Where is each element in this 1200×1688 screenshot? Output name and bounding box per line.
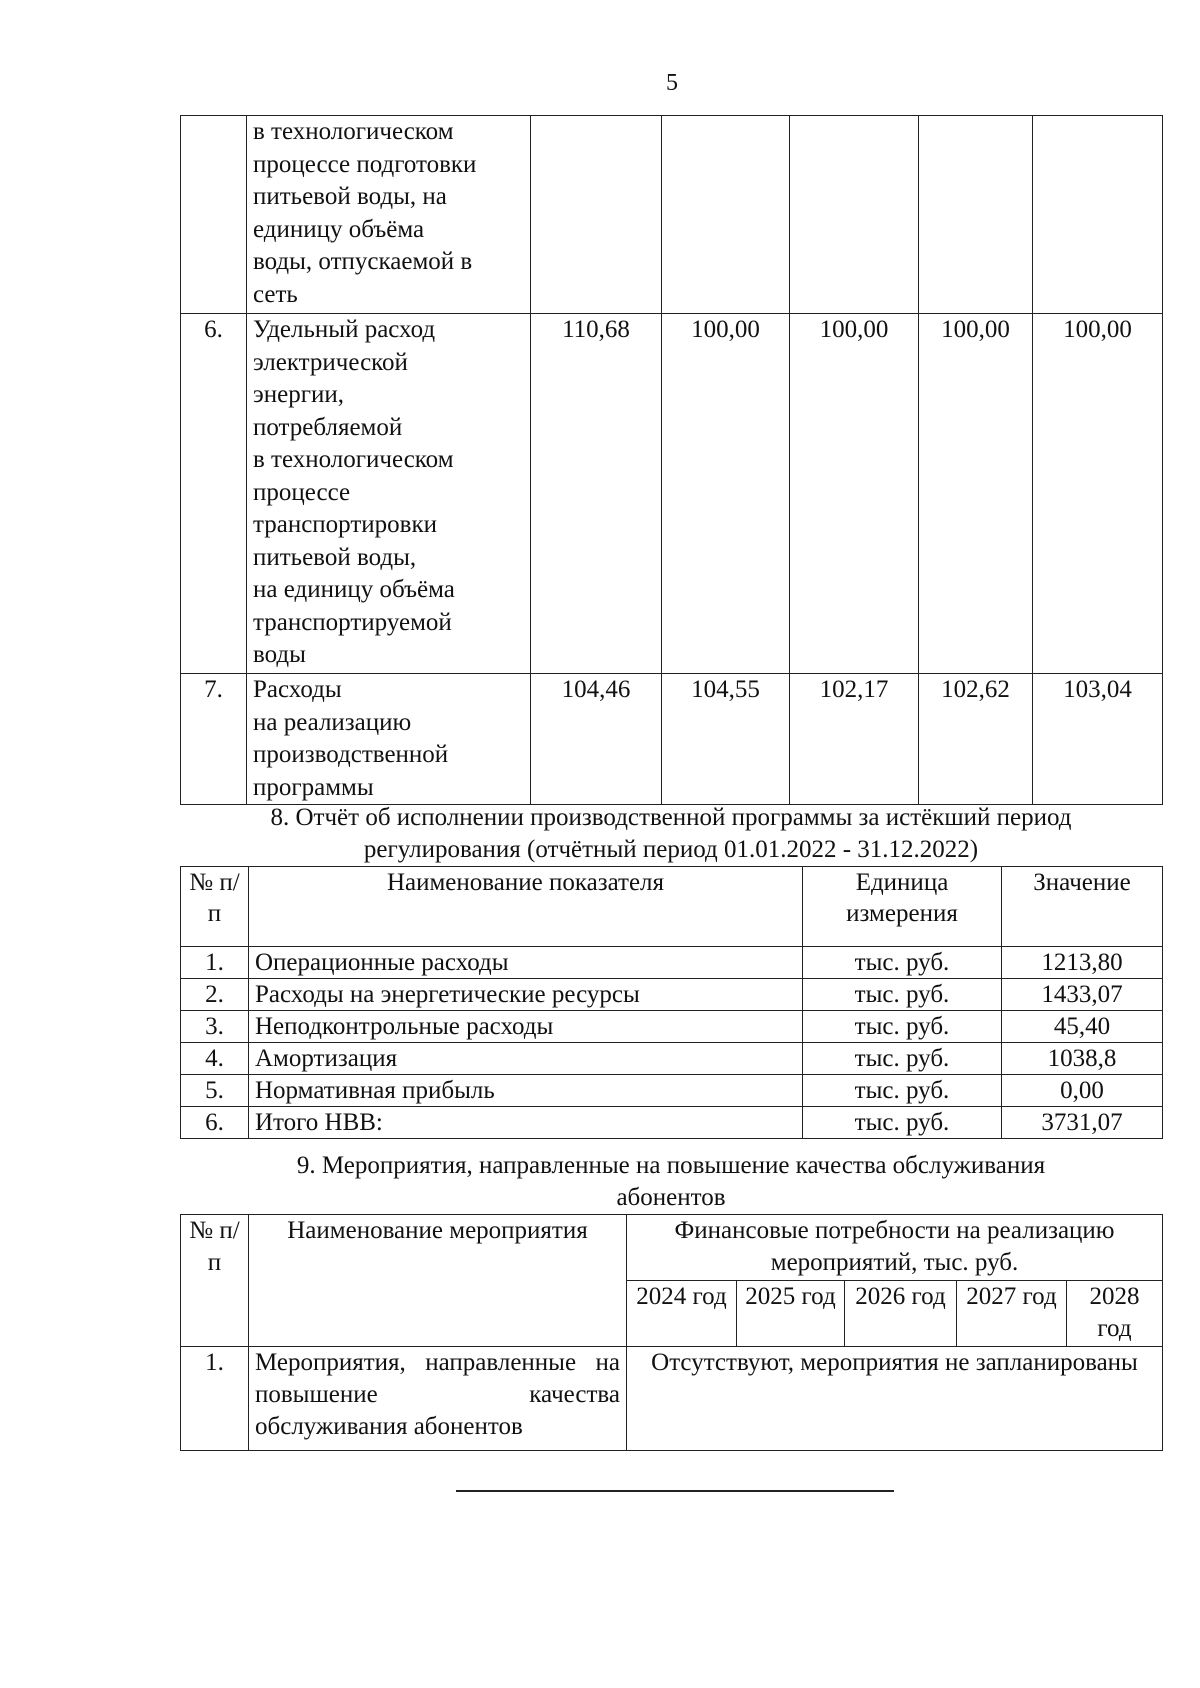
table-header-row [181,867,1163,947]
year-header: 2026 год [845,1281,957,1347]
row-number: 1. [181,1347,249,1451]
table-row: 6. Итого НВВ: тыс. руб. 3731,07 [181,1107,1163,1139]
header-name: Наименование мероприятия [249,1215,627,1347]
table-row [181,116,1163,314]
header-finance: Финансовые потребности на реализацию мероприятий, тыс. руб. [627,1215,1163,1281]
header-name: Наименование показателя [249,867,803,947]
table-row [181,314,1163,674]
value-cell: 104,55 [662,674,790,805]
table-header-row [181,1215,1163,1281]
table-row: 5. Нормативная прибыль тыс. руб. 0,00 [181,1075,1163,1107]
header-value: Значение [1002,867,1163,947]
table-row [181,1347,1163,1451]
end-rule [456,1490,894,1492]
value-cell: 100,00 [1033,314,1163,674]
header-num: № п/п [181,1215,249,1347]
measure-name: Мероприятия, направленные на повышение качества обслуживания абонентов [249,1347,627,1451]
row-number: 7. [181,674,247,805]
value-cell: 102,62 [919,674,1033,805]
table-row: 1. Операционные расходы тыс. руб. 1213,80 [181,947,1163,979]
year-header: 2024 год [627,1281,737,1347]
table-row [181,674,1163,805]
value-cell: 102,17 [790,674,919,805]
year-header: 2025 год [737,1281,845,1347]
page-number: 5 [666,70,678,96]
section-8-title: 8. Отчёт об исполнении производственной программы за истёкший период регулирования (отчётный период 01.01.2022 - 31.12.2022) [270,804,1072,863]
year-header: 2028 год [1067,1281,1163,1347]
table-row: 3. Неподконтрольные расходы тыс. руб. 45,40 [181,1011,1163,1043]
indicator-name: Удельный расход электрической энергии, потребляемой в технологическом процессе транспортировки питьевой воды, на единицу объёма транспортируемой воды [247,314,531,674]
section-9-title: 9. Мероприятия, направленные на повышение качества обслуживания абонентов [296,1152,1046,1211]
measures-table [180,1214,1163,1451]
value-cell: 110,68 [531,314,662,674]
value-cell: 100,00 [790,314,919,674]
year-header: 2027 год [957,1281,1067,1347]
table-row: 4. Амортизация тыс. руб. 1038,8 [181,1043,1163,1075]
row-number: 6. [181,314,247,674]
indicator-name: Расходы на реализацию производственной программы [247,674,531,805]
header-num: № п/п [181,867,249,947]
table-row: 2. Расходы на энергетические ресурсы тыс. руб. 1433,07 [181,979,1163,1011]
report-table [180,866,1163,1139]
indicators-table [180,115,1163,805]
header-unit: Единица измерения [803,867,1002,947]
value-cell: 100,00 [662,314,790,674]
value-cell: 100,00 [919,314,1033,674]
value-cell: 104,46 [531,674,662,805]
indicator-name-continued: в технологическом процессе подготовки питьевой воды, на единицу объёма воды, отпускаемой в сеть [247,116,531,314]
measure-status: Отсутствуют, мероприятия не запланированы [627,1347,1163,1451]
value-cell: 103,04 [1033,674,1163,805]
